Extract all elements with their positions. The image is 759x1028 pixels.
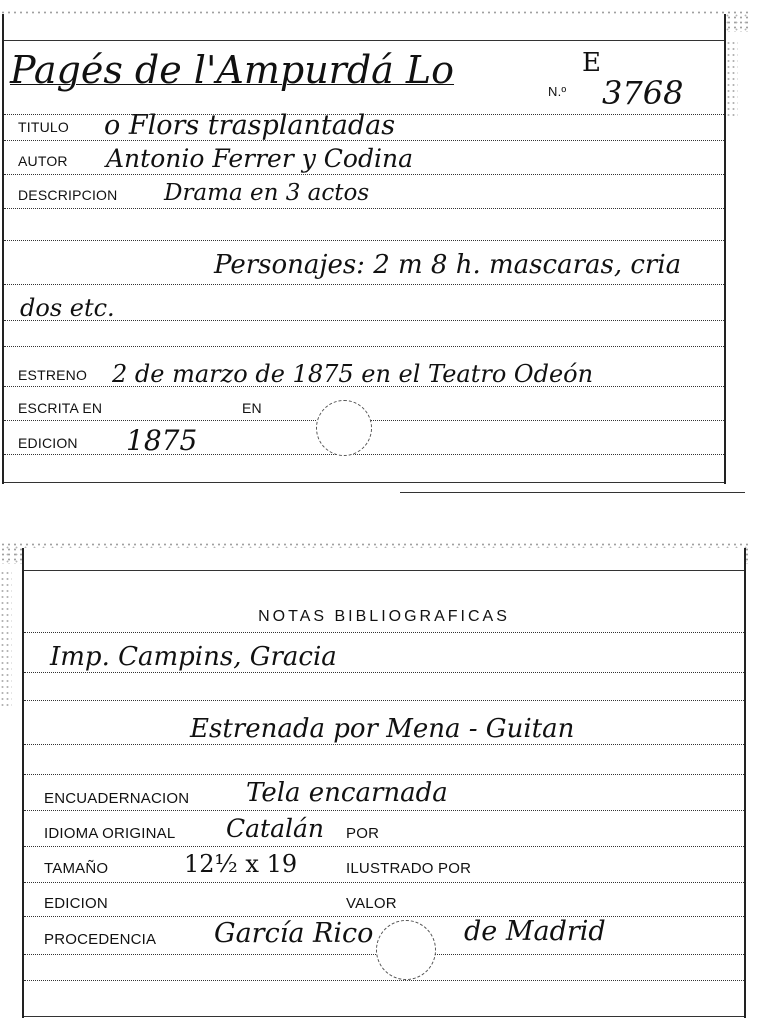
rule	[24, 810, 744, 811]
rule	[24, 774, 744, 775]
personajes-line2: dos etc.	[20, 294, 115, 322]
encuadernacion-value: Tela encarnada	[246, 778, 448, 808]
punch-hole-stamp	[316, 400, 372, 456]
estreno-label: ESTRENO	[18, 367, 88, 383]
card-bottom-rule	[4, 482, 724, 483]
card-edge-speckle	[726, 40, 738, 120]
autor-value: Antonio Ferrer y Codina	[106, 144, 413, 173]
card-title-handwritten: Pagés de l'Ampurdá Lo	[10, 48, 455, 92]
escrita-en-label: ESCRITA EN	[18, 400, 103, 416]
procedencia-value-city: de Madrid	[464, 916, 606, 947]
descripcion-value: Drama en 3 actos	[164, 180, 370, 206]
notas-heading: NOTAS BIBLIOGRAFICAS	[258, 608, 510, 625]
rule	[24, 980, 744, 981]
nota-estrenada: Estrenada por Mena - Guitan	[190, 714, 575, 744]
edicion-value: 1875	[126, 424, 198, 457]
valor-label: VALOR	[346, 895, 397, 912]
catalog-number: 3768	[602, 74, 684, 112]
catalog-card-front	[2, 14, 726, 484]
card-top-rule	[4, 40, 724, 41]
card-top-rule	[24, 570, 744, 571]
number-label: N.º	[548, 84, 567, 99]
ilustrado-label: ILUSTRADO POR	[346, 860, 472, 877]
titulo-value: o Flors trasplantadas	[104, 110, 396, 141]
titulo-label: TITULO	[18, 119, 69, 135]
number-prefix: E	[582, 48, 601, 78]
idioma-value: Catalán	[226, 814, 324, 843]
rule	[4, 386, 724, 387]
punch-hole-stamp	[376, 920, 436, 980]
rule	[4, 320, 724, 321]
idioma-label: IDIOMA ORIGINAL	[44, 825, 176, 842]
tamano-value: 12½ x 19	[184, 850, 298, 878]
en-label: EN	[242, 400, 262, 416]
rule	[24, 672, 744, 673]
rule	[4, 240, 724, 241]
por-label: POR	[346, 825, 380, 842]
estreno-value: 2 de marzo de 1875 en el Teatro Odeón	[112, 360, 594, 388]
rule	[4, 454, 724, 455]
encuadernacion-label: ENCUADERNACION	[44, 790, 190, 807]
rule	[24, 700, 744, 701]
edicion-label: EDICION	[44, 895, 108, 912]
rule	[4, 208, 724, 209]
personajes-line1: Personajes: 2 m 8 h. mascaras, cria	[214, 250, 682, 280]
tamano-label: TAMAÑO	[44, 860, 109, 877]
rule	[24, 916, 744, 917]
descripcion-label: DESCRIPCION	[18, 187, 118, 203]
rule	[4, 346, 724, 347]
nota-imprenta: Imp. Campins, Gracia	[50, 642, 337, 672]
rule	[4, 174, 724, 175]
rule	[24, 882, 744, 883]
edicion-label: EDICION	[18, 435, 78, 451]
card-bottom-rule	[24, 1016, 744, 1017]
rule	[24, 632, 744, 633]
procedencia-value: García Rico	[214, 918, 374, 949]
card-edge-speckle	[0, 570, 12, 710]
rule	[24, 846, 744, 847]
rule	[4, 284, 724, 285]
rule	[24, 744, 744, 745]
catalog-card-back	[22, 548, 746, 1018]
rule	[4, 140, 724, 141]
procedencia-label: PROCEDENCIA	[44, 931, 157, 948]
autor-label: AUTOR	[18, 153, 68, 169]
card-shadow-line	[400, 492, 745, 493]
